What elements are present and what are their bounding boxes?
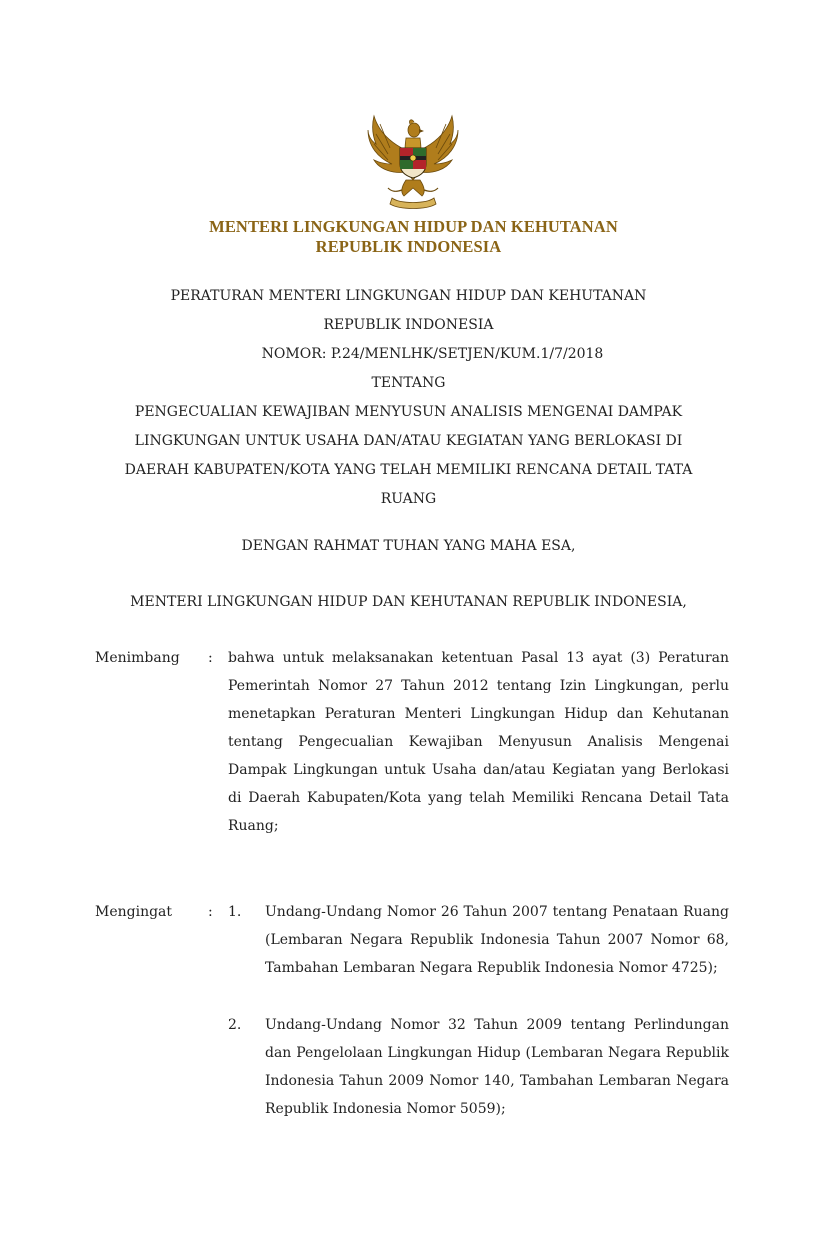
ministry-name: MENTERI LINGKUNGAN HIDUP DAN KEHUTANAN xyxy=(209,217,618,236)
menimbang-colon: : xyxy=(208,650,213,666)
rahmat-line: DENGAN RAHMAT TUHAN YANG MAHA ESA, xyxy=(241,538,576,554)
regulation-number: NOMOR: P.24/MENLHK/SETJEN/KUM.1/7/2018 xyxy=(261,346,604,362)
garuda-emblem-icon xyxy=(366,112,460,210)
mengingat-item-2-text: Undang-Undang Nomor 32 Tahun 2009 tentang Perlindungan dan Pengelolaan Lingkungan Hidup (Lembaran Negara Republik Indonesia Tahun 2009 Nomor 140, Tambahan Lembaran Negara Republik Indonesia Nomor 5059); xyxy=(265,1017,729,1117)
title-line-1: PERATURAN MENTERI LINGKUNGAN HIDUP DAN KEHUTANAN xyxy=(170,288,647,304)
tentang-label: TENTANG xyxy=(371,375,446,391)
menimbang-label: Menimbang xyxy=(95,650,180,666)
menimbang-text: bahwa untuk melaksanakan ketentuan Pasal 13 ayat (3) Peraturan Pemerintah Nomor 27 Tahun 2012 tentang Izin Lingkungan, perlu menetapkan Peraturan Menteri Lingkungan Hidup dan Kehutanan tentang Pengecualian Kewajiban Menyusun Analisis Mengenai Dampak Lingkungan untuk Usaha dan/atau Kegiatan yang Berlokasi di Daerah Kabupaten/Kota yang telah Memiliki Rencana Detail Tata Ruang; xyxy=(228,650,729,834)
subject-line-2: LINGKUNGAN UNTUK USAHA DAN/ATAU KEGIATAN YANG BERLOKASI DI xyxy=(134,433,683,449)
subject-line-3: DAERAH KABUPATEN/KOTA YANG TELAH MEMILIKI RENCANA DETAIL TATA xyxy=(124,462,693,478)
title-line-2: REPUBLIK INDONESIA xyxy=(323,317,494,333)
mengingat-colon: : xyxy=(208,904,213,920)
subject-line-1: PENGECUALIAN KEWAJIBAN MENYUSUN ANALISIS MENGENAI DAMPAK xyxy=(134,404,683,420)
mengingat-item-1-number: 1. xyxy=(228,904,242,920)
mengingat-item-1-text: Undang-Undang Nomor 26 Tahun 2007 tentang Penataan Ruang (Lembaran Negara Republik Indonesia Tahun 2007 Nomor 68, Tambahan Lembaran Negara Republik Indonesia Nomor 4725); xyxy=(265,904,729,976)
mengingat-label: Mengingat xyxy=(95,904,173,920)
mengingat-item-2-number: 2. xyxy=(228,1017,242,1033)
regulation-title xyxy=(0,282,817,514)
menteri-line: MENTERI LINGKUNGAN HIDUP DAN KEHUTANAN REPUBLIK INDONESIA, xyxy=(130,594,687,610)
subject-line-4: RUANG xyxy=(380,491,437,507)
ministry-country: REPUBLIK INDONESIA xyxy=(315,237,502,256)
